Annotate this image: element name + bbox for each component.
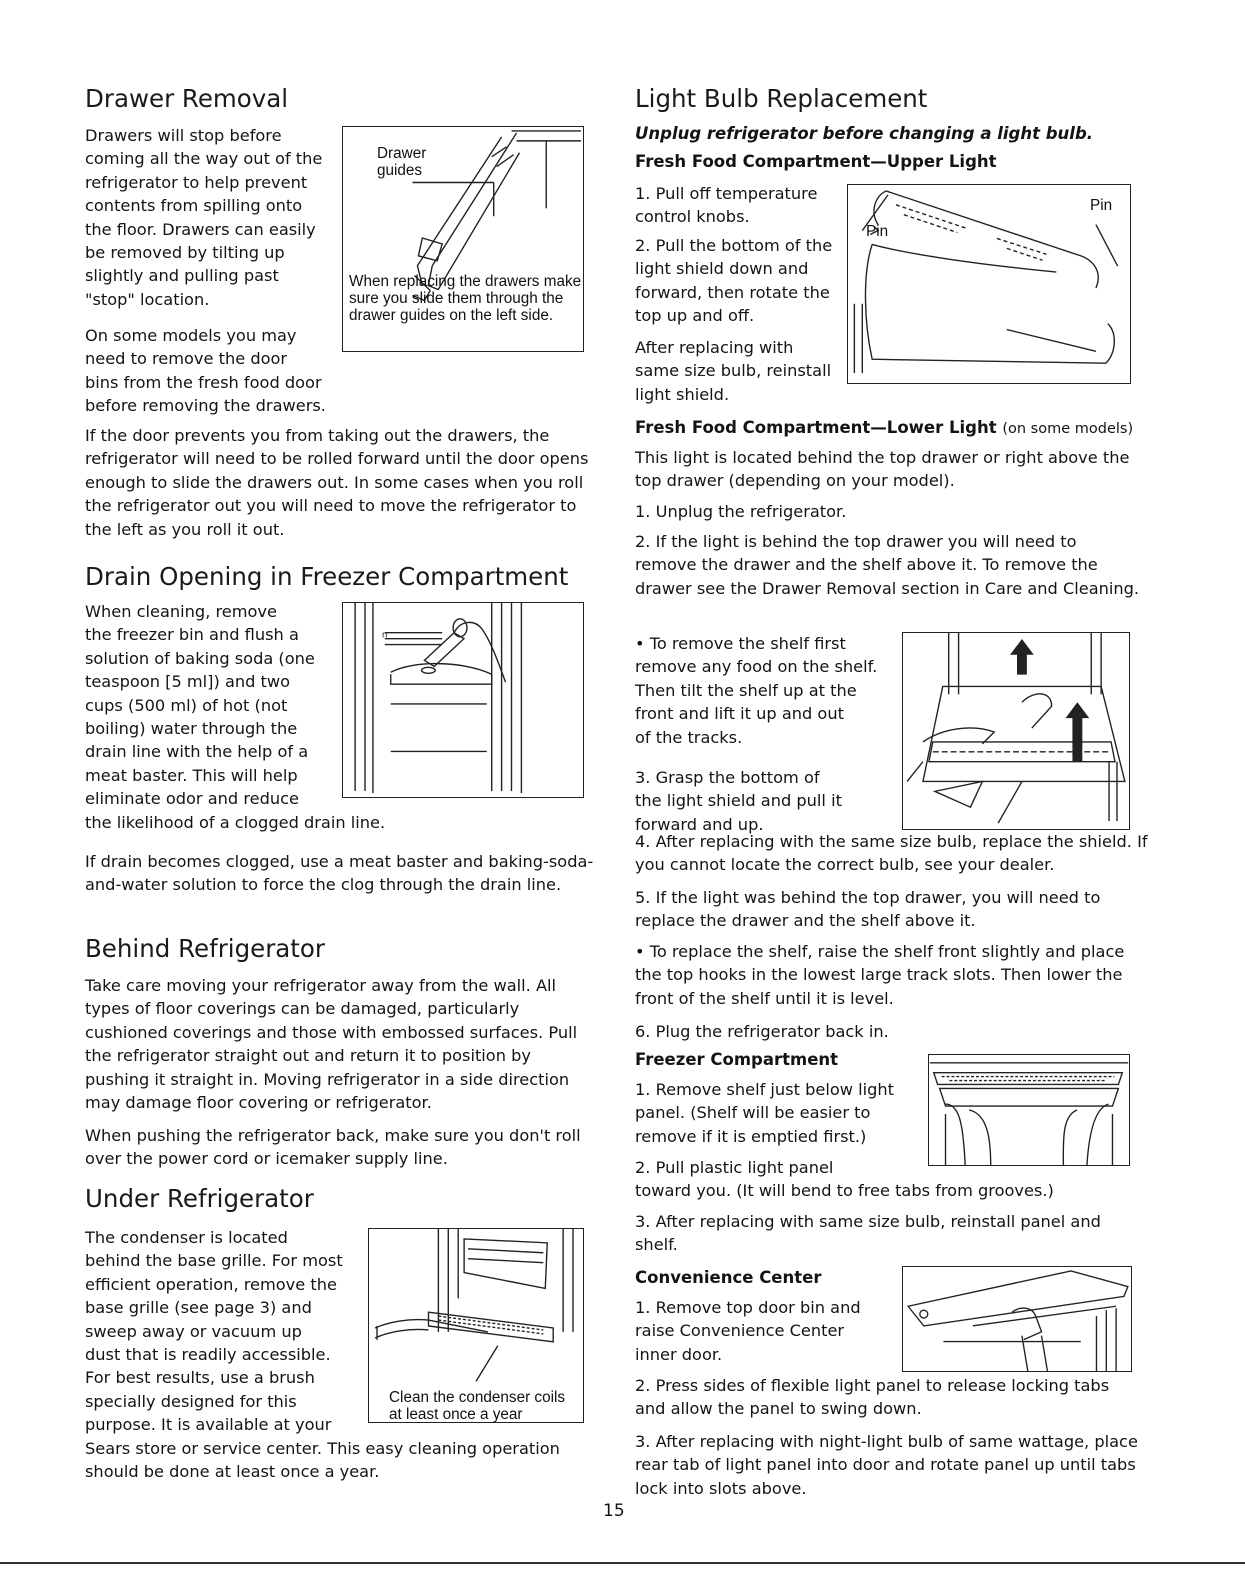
behind-refrigerator-para1: Take care moving your refrigerator away from the wall. All types of floor coverings can be damaged, particularly cushioned coverings and those with embossed surfaces. Pull the refrigerator straight out and return it to position by pushing it straight in. Moving refrigerator in a side direction may damage floor covering or refrigerator. (85, 976, 578, 1113)
condenser-figure (368, 1228, 584, 1423)
under-refrigerator-title: Under Refrigerator (85, 1184, 314, 1213)
behind-refrigerator-title: Behind Refrigerator (85, 934, 325, 963)
upper-light-step1: 1. Pull off temperature control knobs. (635, 184, 818, 227)
freezer-step2: 2. Pull plastic light panel toward you. (It will bend to free tabs from grooves.) (635, 1158, 1054, 1201)
convenience-illustration (903, 1267, 1131, 1371)
upper-light-after: After replacing with same size bulb, reinstall light shield. (635, 338, 832, 404)
pin-label-left: Pin (866, 223, 889, 240)
behind-refrigerator-para2: When pushing the refrigerator back, make sure you don't roll over the power cord or icemaker supply line. (85, 1126, 581, 1169)
under-refrigerator-tail: Sears store or service center. This easy cleaning operation should be done at least once a year. (85, 1439, 560, 1482)
convenience-step3: 3. After replacing with night-light bulb of same wattage, place rear tab of light panel into door and rotate panel up until tabs lock into slots above. (635, 1432, 1138, 1498)
drain-figure (342, 602, 584, 798)
lower-light-bullet1: • To remove the shelf first remove any food on the shelf. Then tilt the shelf up at the front and lift it up and out of the tracks. (635, 634, 878, 747)
condenser-caption: Clean the condenser coils at least once a year (389, 1389, 566, 1423)
drawer-guides-figure (342, 126, 584, 352)
lower-light-bullet2: • To replace the shelf, raise the shelf front slightly and place the top hooks in the lowest large track slots. Then lower the front of the shelf until it is level. (635, 942, 1125, 1008)
lower-light-heading-note: (on some models) (1002, 421, 1134, 437)
lower-light-step3: 3. Grasp the bottom of the light shield and pull it forward and up. (635, 768, 842, 834)
drain-opening-para1: When cleaning, remove the freezer bin and flush a solution of baking soda (one teaspoon [5 ml]) and two cups (500 ml) of hot (not boiling) water through the drain line with the help of a meat baster. This will help eliminate odor and reduce the likelihood of a clogged drain line. (85, 602, 386, 832)
pin-label-right: Pin (1090, 197, 1113, 214)
upper-light-figure (847, 184, 1131, 384)
lower-light-illustration (903, 633, 1129, 829)
drawer-removal-para1: Drawers will stop before coming all the way out of the refrigerator to help prevent contents from spilling onto the floor. Drawers can easily be removed by tilting up slightly and pulling past "stop" location. (85, 126, 323, 309)
under-refrigerator-para: The condenser is located behind the base grille. For most efficient operation, remove the base grille (see page 3) and sweep away or vacuum up dust that is readily accessible. For best results, use a brush specially designed for this purpose. It is available at your (85, 1228, 343, 1435)
convenience-figure (902, 1266, 1132, 1372)
lower-light-step4: 4. After replacing with the same size bulb, replace the shield. If you cannot locate the correct bulb, see your dealer. (635, 832, 1148, 875)
drawer-removal-para2: On some models you may need to remove the door bins from the fresh food door before removing the drawers. (85, 326, 326, 416)
drawer-guides-label: Drawer guides (377, 145, 427, 179)
freezer-heading: Freezer Compartment (635, 1050, 839, 1069)
convenience-step1: 1. Remove top door bin and raise Convenience Center inner door. (635, 1298, 861, 1364)
lower-light-step2: 2. If the light is behind the top drawer you will need to remove the drawer and the shelf above it. To remove the drawer see the Drawer Removal section in Care and Cleaning. (635, 532, 1140, 598)
lower-light-heading: Fresh Food Compartment—Lower Light (on some models) (635, 418, 1134, 437)
drain-illustration (343, 603, 583, 797)
convenience-step2: 2. Press sides of flexible light panel to release locking tabs and allow the panel to swing down. (635, 1376, 1110, 1419)
drain-opening-para2: If drain becomes clogged, use a meat baster and baking-soda-and-water solution to force the clog through the drain line. (85, 852, 594, 895)
lower-light-step1: 1. Unplug the refrigerator. (635, 502, 847, 521)
lower-light-step5: 5. If the light was behind the top drawer, you will need to replace the drawer and the shelf above it. (635, 888, 1101, 931)
drawer-removal-title: Drawer Removal (85, 84, 289, 113)
upper-light-heading: Fresh Food Compartment—Upper Light (635, 152, 997, 171)
drawer-guides-caption: When replacing the drawers make sure you slide them through the drawer guides on the left side. (349, 273, 582, 324)
unplug-warning: Unplug refrigerator before changing a light bulb. (635, 124, 1094, 143)
freezer-step1: 1. Remove shelf just below light panel. (Shelf will be easier to remove if it is emptied first.) (635, 1080, 894, 1146)
convenience-heading: Convenience Center (635, 1268, 822, 1287)
lower-light-figure (902, 632, 1130, 830)
bottom-rule (0, 1562, 1245, 1564)
upper-light-illustration (848, 185, 1130, 383)
svg-text:n: n (381, 630, 388, 641)
freezer-step3: 3. After replacing with same size bulb, reinstall panel and shelf. (635, 1212, 1101, 1255)
drain-opening-title: Drain Opening in Freezer Compartment (85, 562, 569, 591)
light-bulb-replacement-title: Light Bulb Replacement (635, 84, 928, 113)
lower-light-step6: 6. Plug the refrigerator back in. (635, 1022, 889, 1041)
lower-light-intro: This light is located behind the top drawer or right above the top drawer (depending on your model). (635, 448, 1130, 491)
freezer-figure (928, 1054, 1130, 1166)
freezer-illustration (929, 1055, 1129, 1165)
page-number: 15 (603, 1501, 625, 1521)
upper-light-step2: 2. Pull the bottom of the light shield down and forward, then rotate the top up and off. (635, 236, 833, 326)
drawer-removal-para3: If the door prevents you from taking out the drawers, the refrigerator will need to be rolled forward until the door opens enough to slide the drawers out. In some cases when you roll the refrigerator out you will need to move the refrigerator to the left as you roll it out. (85, 426, 589, 539)
